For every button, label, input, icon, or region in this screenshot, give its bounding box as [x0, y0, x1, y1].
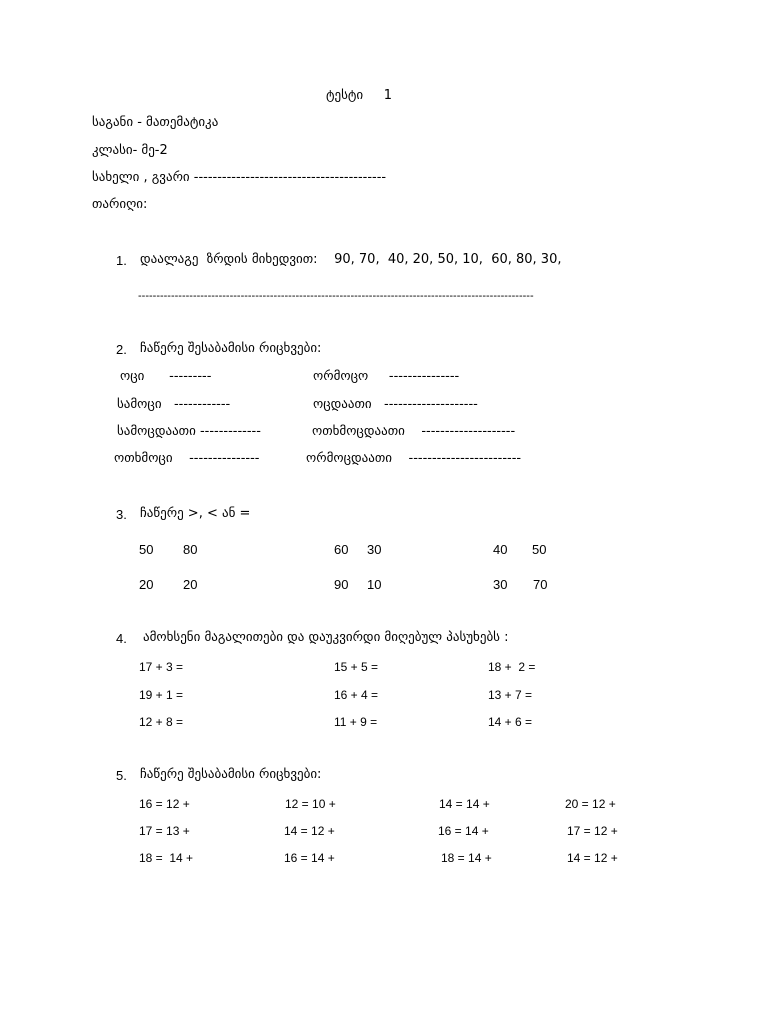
task5-example: 14 = 14 +	[439, 797, 490, 811]
task4-example: 16 + 4 =	[334, 688, 379, 702]
task3-value: 20	[183, 577, 198, 592]
date-line: თარიღი:	[92, 197, 148, 212]
task3-value: 60	[334, 542, 349, 557]
task4-example: 15 + 5 =	[334, 660, 379, 674]
task5-example: 14 = 12 +	[567, 851, 618, 865]
task5-example: 16 = 14 +	[438, 824, 489, 838]
task5-example: 16 = 12 +	[139, 797, 190, 811]
task2-item: ოთხმოცდაათი --------------------	[312, 424, 516, 439]
task5-example: 17 = 12 +	[567, 824, 618, 838]
task4-example: 19 + 1 =	[139, 688, 184, 702]
task3-title: ჩაწერე >, < ან =	[140, 506, 251, 521]
task1-number: 1.	[116, 253, 127, 268]
task5-example: 12 = 10 +	[285, 797, 336, 811]
task4-number: 4.	[116, 631, 127, 646]
task3-value: 30	[493, 577, 508, 592]
task3-value: 80	[183, 542, 198, 557]
task2-item: ორმოცო ---------------	[313, 369, 460, 384]
task4-example: 13 + 7 =	[488, 688, 533, 702]
task2-item: ოცი ---------	[120, 369, 212, 384]
task5-number: 5.	[116, 768, 127, 783]
task3-value: 40	[493, 542, 508, 557]
task4-example: 11 + 9 =	[334, 715, 378, 729]
task2-title: ჩაწერე შესაბამისი რიცხვები:	[140, 341, 322, 356]
task4-example: 17 + 3 =	[139, 660, 184, 674]
page-title: ტესტი 1	[326, 88, 393, 103]
task5-example: 14 = 12 +	[284, 824, 335, 838]
task5-example: 18 = 14 +	[139, 851, 194, 865]
task3-value: 50	[139, 542, 154, 557]
task3-value: 70	[533, 577, 548, 592]
task2-item: ოცდაათი --------------------	[313, 397, 478, 412]
name-line: სახელი , გვარი -----------------------------------------	[92, 170, 387, 185]
task4-example: 18 + 2 =	[488, 660, 536, 674]
task5-example: 16 = 14 +	[284, 851, 335, 865]
task2-item: ოთხმოცი ---------------	[114, 451, 260, 466]
task2-number: 2.	[116, 342, 127, 357]
task3-value: 90	[334, 577, 349, 592]
task5-example: 17 = 13 +	[139, 824, 190, 838]
task3-value: 10	[367, 577, 382, 592]
task4-title: ამოხსენი მაგალითები და დაუკვირდი მიღებულ პასუხებს :	[143, 630, 509, 645]
task3-value: 30	[367, 542, 382, 557]
task4-example: 12 + 8 =	[139, 715, 184, 729]
task3-value: 20	[139, 577, 154, 592]
task2-item: ორმოცდაათი ------------------------	[306, 451, 522, 466]
task3-number: 3.	[116, 507, 127, 522]
task4-example: 14 + 6 =	[488, 715, 533, 729]
task5-example: 20 = 12 +	[565, 797, 616, 811]
task5-title: ჩაწერე შესაბამისი რიცხვები:	[140, 767, 322, 782]
task2-item: სამოცი ------------	[117, 397, 231, 412]
task1-text: დაალაგე ზრდის მიხედვით: 90, 70, 40, 20, 50, 10, 60, 80, 30,	[140, 252, 562, 267]
task2-item: სამოცდაათი -------------	[117, 424, 261, 439]
subject-line: საგანი - მათემატიკა	[92, 115, 219, 130]
class-line: კლასი- მე-2	[92, 143, 168, 158]
task1-answer-line: ------------------------------------------------------------------------------------------------------------	[138, 290, 534, 302]
task3-value: 50	[532, 542, 547, 557]
task5-example: 18 = 14 +	[441, 851, 492, 865]
